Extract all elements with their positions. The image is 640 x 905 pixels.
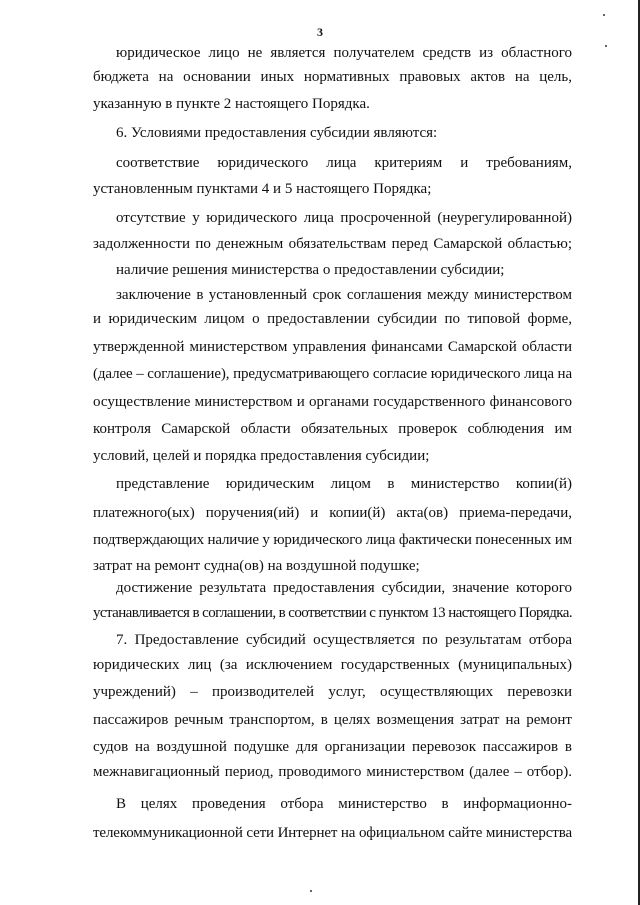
text-line: бюджета на основании иных нормативных правовых актов на цель, bbox=[93, 69, 572, 85]
text-line: достижение результата предоставления субсидии, значение которого bbox=[116, 580, 572, 596]
text-line: пассажиров речным транспортом, в целях возмещения затрат на ремонт bbox=[93, 712, 572, 728]
text-line: установленным пунктами 4 и 5 настоящего Порядка; bbox=[93, 181, 432, 197]
text-line: (далее – соглашение), предусматривающего согласие юридического лица на bbox=[93, 366, 572, 382]
text-line: утвержденной министерством управления финансами Самарской области bbox=[93, 339, 572, 355]
text-line: соответствие юридического лица критериям и требованиям, bbox=[116, 155, 572, 171]
text-line: условий, целей и порядка предоставления субсидии; bbox=[93, 448, 430, 464]
text-line: юридическое лицо не является получателем средств из областного bbox=[116, 45, 572, 61]
text-line: учреждений) – производителей услуг, осуществляющих перевозки bbox=[93, 684, 572, 700]
text-line: задолженности по денежным обязательствам перед Самарской областью; bbox=[93, 236, 572, 252]
text-line: контроля Самарской области обязательных проверок соблюдения им bbox=[93, 421, 572, 437]
text-line: затрат на ремонт судна(ов) на воздушной подушке; bbox=[93, 558, 420, 574]
text-line: 7. Предоставление субсидий осуществляется по результатам отбора bbox=[116, 632, 572, 648]
text-line: отсутствие у юридического лица просроченной (неурегулированной) bbox=[116, 210, 572, 226]
text-line: осуществление министерством и органами государственного финансового bbox=[93, 394, 572, 410]
page-number: 3 bbox=[317, 25, 323, 39]
text-line: 6. Условиями предоставления субсидии являются: bbox=[116, 125, 438, 141]
text-line: В целях проведения отбора министерство в информационно- bbox=[116, 796, 572, 812]
scan-speck bbox=[603, 14, 605, 16]
text-line: подтверждающих наличие у юридического лица фактически понесенных им bbox=[93, 532, 572, 548]
text-line: устанавливается в соглашении, в соответствии с пунктом 13 настоящего Порядка. bbox=[93, 605, 572, 621]
text-line: платежного(ых) поручения(ий) и копии(й) акта(ов) приема-передачи, bbox=[93, 505, 572, 521]
text-line: наличие решения министерства о предоставлении субсидии; bbox=[116, 262, 505, 278]
scan-speck bbox=[310, 890, 312, 892]
text-line: межнавигационный период, проводимого министерством (далее – отбор). bbox=[93, 764, 572, 780]
text-line: представление юридическим лицом в министерство копии(й) bbox=[116, 476, 572, 492]
text-line: судов на воздушной подушке для организации перевозок пассажиров в bbox=[93, 739, 572, 755]
text-line: заключение в установленный срок соглашения между министерством bbox=[116, 287, 572, 303]
text-line: телекоммуникационной сети Интернет на официальном сайте министерства bbox=[93, 825, 572, 841]
text-line: юридических лиц (за исключением государственных (муниципальных) bbox=[93, 657, 572, 673]
scan-speck bbox=[605, 45, 607, 47]
text-line: указанную в пункте 2 настоящего Порядка. bbox=[93, 96, 370, 112]
text-line: и юридическим лицом о предоставлении субсидии по типовой форме, bbox=[93, 311, 572, 327]
